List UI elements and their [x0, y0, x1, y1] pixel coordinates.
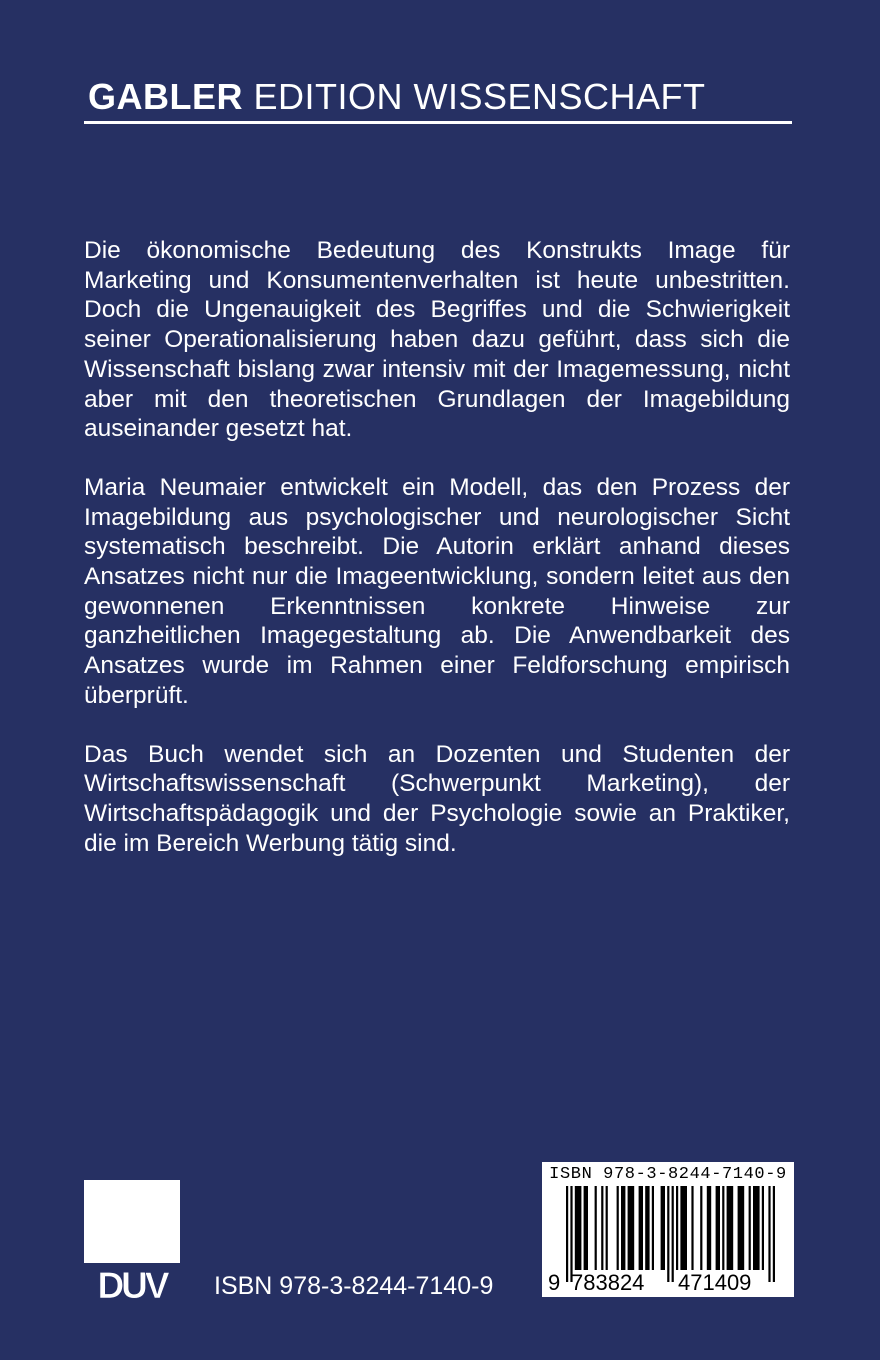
barcode-bar [584, 1186, 588, 1270]
barcode-bar [570, 1186, 572, 1282]
barcode-bar [680, 1186, 687, 1270]
barcode-bar [672, 1186, 674, 1282]
barcode-isbn-label: ISBN 978-3-8244-7140-9 [549, 1165, 787, 1184]
barcode-bar [749, 1186, 751, 1270]
barcode-right-digits: 471409 [678, 1270, 752, 1295]
barcode-bar [753, 1186, 760, 1270]
barcode-bar [652, 1186, 654, 1270]
barcode-bar [667, 1186, 669, 1282]
barcode-bar [691, 1186, 693, 1270]
duv-logo [84, 1180, 180, 1300]
series-brand: GABLER [88, 76, 243, 117]
series-title [88, 76, 706, 118]
blurb-paragraph-3: Das Buch wendet sich an Dozenten und Studenten der Wirtschaftswissenschaft (Schwerpunkt Marketing), der Wirtschaftspädagogik und der Psychologie sowie an Praktiker, die im Bereich Werbung tätig sind. [84, 740, 790, 857]
barcode-bar [661, 1186, 665, 1270]
barcode-bar [768, 1186, 770, 1282]
barcode [542, 1162, 794, 1297]
barcode-bar [722, 1186, 724, 1270]
duv-logo-text: DUV [97, 1265, 167, 1300]
barcode-bar [601, 1186, 603, 1270]
barcode-bar [628, 1186, 635, 1270]
barcode-bar [621, 1186, 625, 1270]
blurb-paragraph-2: Maria Neumaier entwickelt ein Modell, das den Prozess der Imagebildung aus psychologischer und neurologischer Sicht systematisch beschreibt. Die Autorin erklärt anhand dieses Ansatzes nicht nur die Imageentwicklung, sondern leitet aus den gewonnenen Erkenntnissen konkrete Hinweise zur ganzheitlichen Imagegestaltung ab. Die Anwendbarkeit des Ansatzes wurde im Rahmen einer Feldforschung empirisch überprüft. [84, 473, 790, 709]
back-cover-blurb [84, 236, 790, 887]
series-name: EDITION WISSENSCHAFT [253, 76, 706, 117]
barcode-bar [676, 1186, 678, 1270]
barcode-bar [645, 1186, 649, 1270]
header-rule [84, 121, 792, 124]
barcode-bar [762, 1186, 764, 1270]
barcode-bar [700, 1186, 702, 1270]
barcode-bar [716, 1186, 720, 1270]
barcode-bar [738, 1186, 745, 1270]
isbn-text: ISBN 978-3-8244-7140-9 [214, 1272, 494, 1300]
barcode-bar [575, 1186, 582, 1270]
barcode-bar [566, 1186, 568, 1282]
barcode-bar [617, 1186, 619, 1270]
barcode-first-digit: 9 [548, 1270, 561, 1295]
barcode-left-digits: 783824 [571, 1270, 645, 1295]
barcode-bar [639, 1186, 643, 1270]
barcode-bar [595, 1186, 597, 1270]
barcode-bar [773, 1186, 775, 1282]
blurb-paragraph-1: Die ökonomische Bedeutung des Konstrukts Image für Marketing und Konsumentenverhalten ist heute unbestritten. Doch die Ungenauigkeit des Begriffes und die Schwierigkeit seiner Operationalisierung haben dazu geführt, dass sich die Wissenschaft bislang zwar intensiv mit der Imagemessung, nicht aber mit den theoretischen Grundlagen der Imagebildung auseinander gesetzt hat. [84, 237, 790, 443]
barcode-bar [707, 1186, 711, 1270]
barcode-bar [727, 1186, 734, 1270]
barcode-bar [606, 1186, 608, 1270]
